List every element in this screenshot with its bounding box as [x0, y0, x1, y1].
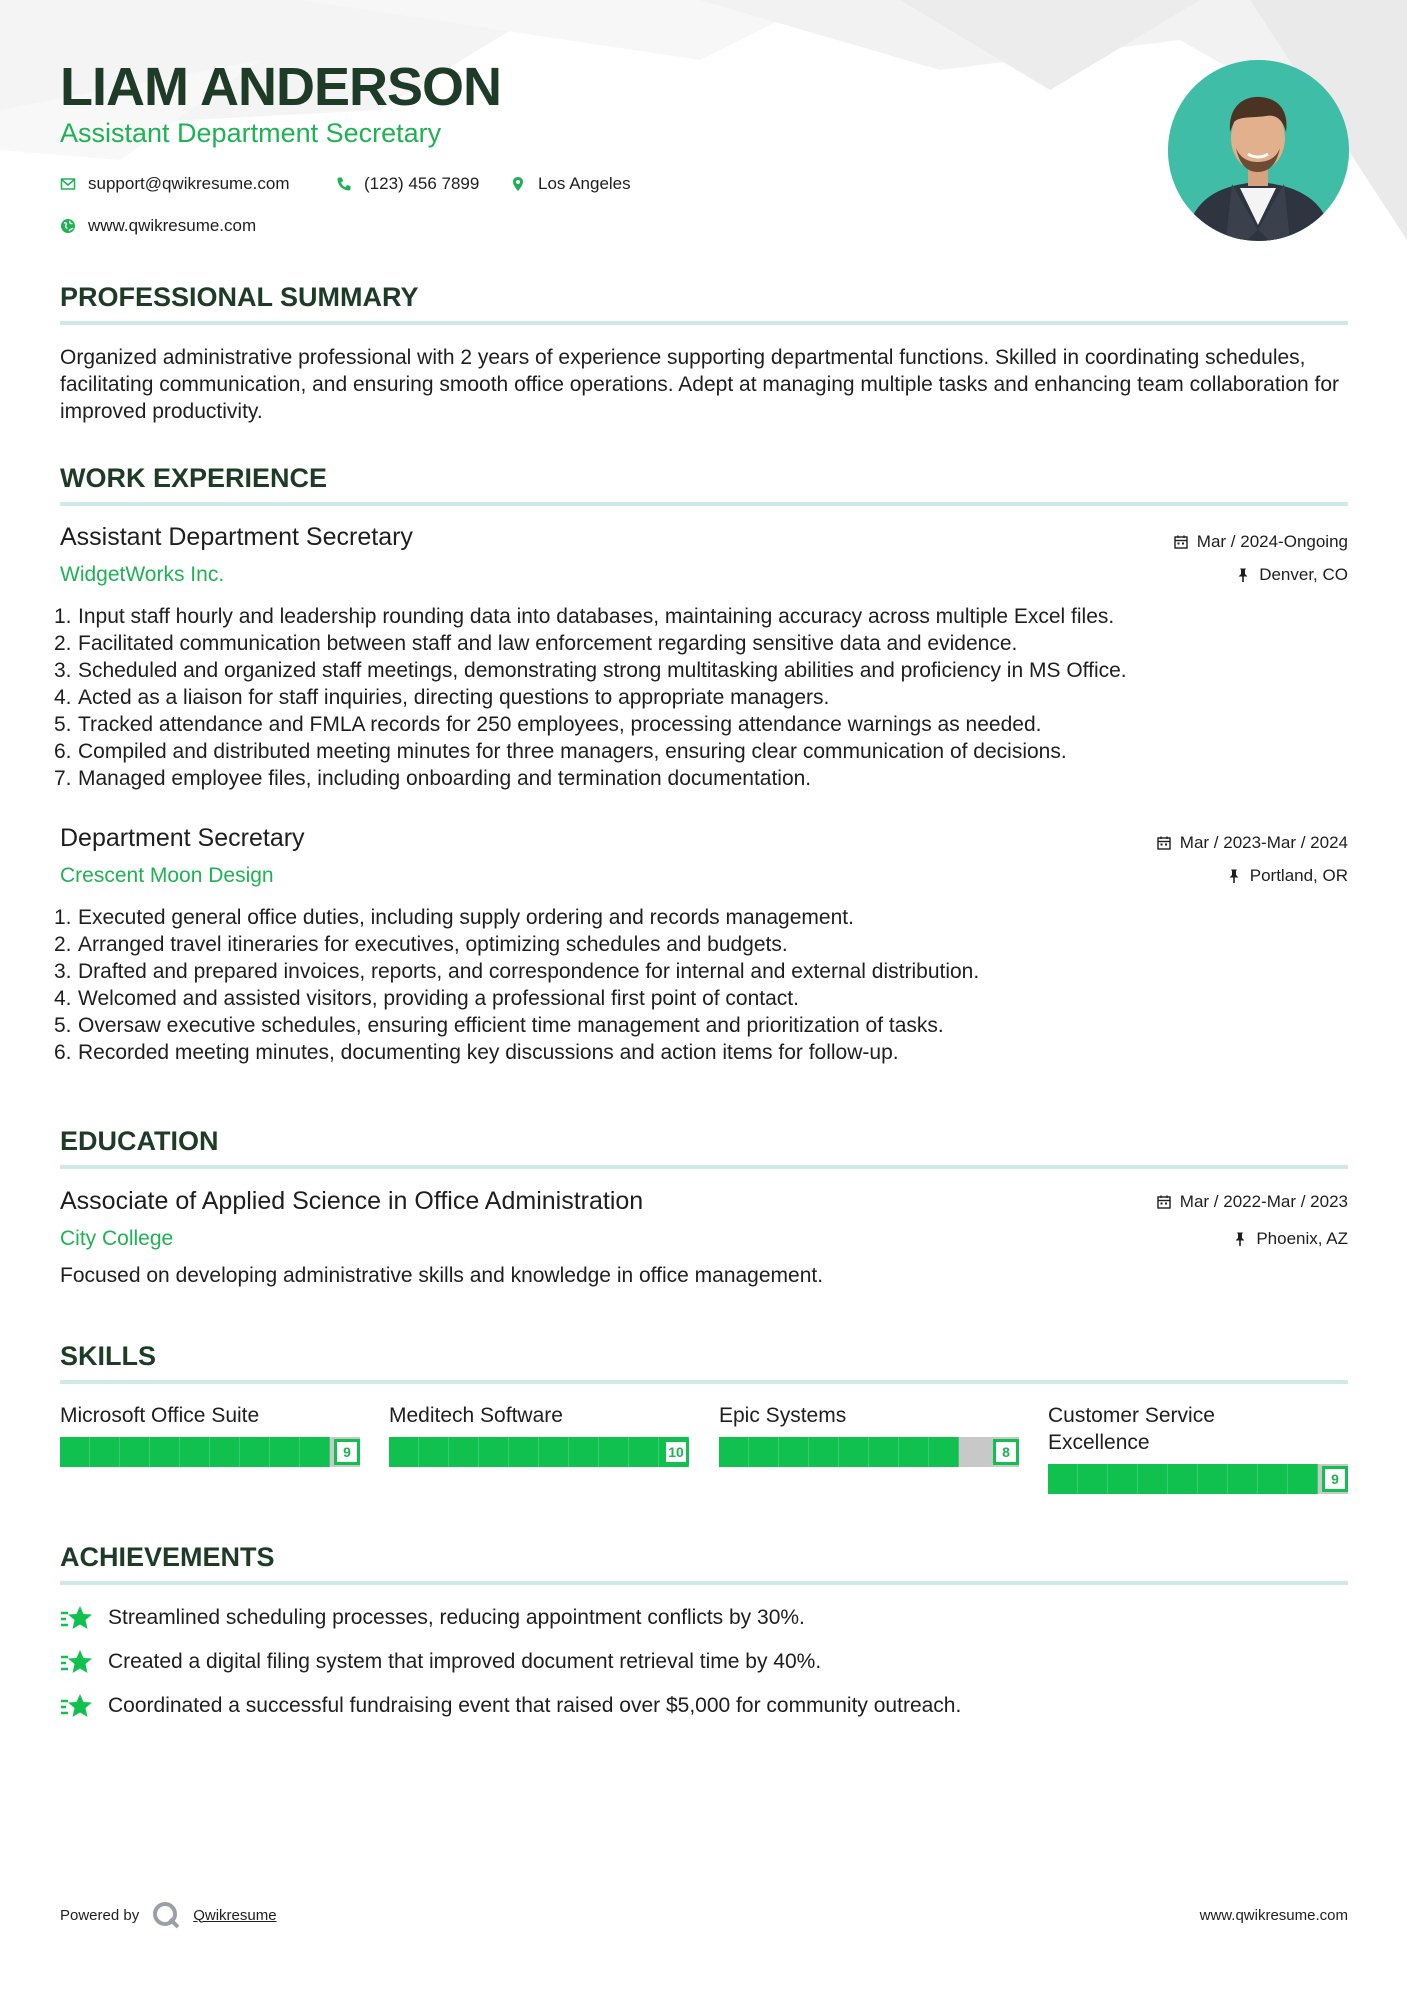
skill-bar-fill — [60, 1437, 330, 1467]
skill-level-bar — [719, 1437, 1019, 1467]
list-item: 1. Input staff hourly and leadership rounding data into databases, maintaining accuracy across multiple Excel files. — [54, 605, 1115, 628]
job-bullet-list — [54, 904, 1348, 1066]
achievement-text: Streamlined scheduling processes, reducing appointment conflicts by 30%. — [108, 1606, 805, 1629]
degree-title: Associate of Applied Science in Office Administration — [60, 1187, 644, 1215]
map-pin-icon — [510, 176, 526, 192]
section-title-summary: PROFESSIONAL SUMMARY — [60, 282, 419, 312]
skill-level-bar — [389, 1437, 689, 1467]
skill-level-bar — [1048, 1464, 1348, 1494]
list-item: 3. Drafted and prepared invoices, reports, and correspondence for internal and external distribution. — [54, 960, 980, 983]
location-text: Los Angeles — [538, 174, 631, 193]
calendar-icon — [1156, 1194, 1172, 1210]
achievement-text: Coordinated a successful fundraising event that raised over $5,000 for community outreach. — [108, 1694, 962, 1717]
phone-text: (123) 456 7899 — [364, 174, 480, 193]
contact-email — [60, 174, 290, 194]
job-dates — [1156, 833, 1348, 853]
list-item: 4. Acted as a liaison for staff inquiries, directing questions to appropriate managers. — [54, 686, 830, 709]
education-dates — [1156, 1192, 1348, 1212]
skill-name: Meditech Software — [389, 1404, 563, 1427]
skill-level-badge: 9 — [1322, 1466, 1348, 1492]
list-item: 6. Recorded meeting minutes, documenting key discussions and action items for follow-up. — [54, 1041, 899, 1064]
skill-name: Epic Systems — [719, 1404, 847, 1427]
company-name: Crescent Moon Design — [60, 864, 274, 887]
job-dates — [1173, 532, 1348, 552]
phone-icon — [336, 176, 352, 192]
job-title: Assistant Department Secretary — [60, 523, 413, 551]
star-achievement-icon — [60, 1604, 92, 1632]
job-bullet-list — [54, 603, 1348, 792]
job-title: Department Secretary — [60, 824, 305, 852]
achievement-item — [60, 1604, 805, 1632]
qwikresume-logo-icon — [151, 1900, 181, 1930]
job-dates-text: Mar / 2023-Mar / 2024 — [1179, 833, 1348, 852]
skill-name: Customer Service Excellence — [1048, 1404, 1215, 1454]
company-name: WidgetWorks Inc. — [60, 563, 225, 586]
skill-bar-fill — [719, 1437, 959, 1467]
skill-name: Microsoft Office Suite — [60, 1404, 260, 1427]
summary-text: Organized administrative professional with 2 years of experience supporting departmental functions. Skilled in coordinating schedules, facilitating communication, and ensuring smooth office operations. Adept at managing multiple tasks and enhancing team collaboration for improved productivity. — [60, 346, 1340, 423]
skill-level-badge: 10 — [663, 1439, 689, 1465]
education-location-text: Phoenix, AZ — [1256, 1229, 1348, 1248]
list-item: 3. Scheduled and organized staff meetings, demonstrating strong multitasking abilities and proficiency in MS Office. — [54, 659, 1127, 682]
skill-item — [60, 1402, 360, 1467]
contact-website — [60, 216, 256, 236]
section-divider — [60, 321, 1348, 325]
candidate-role: Assistant Department Secretary — [60, 118, 442, 148]
skill-bar-fill — [389, 1437, 689, 1467]
section-title-experience: WORK EXPERIENCE — [60, 463, 328, 493]
section-divider — [60, 1165, 1348, 1169]
education-dates-text: Mar / 2022-Mar / 2023 — [1179, 1192, 1348, 1211]
calendar-icon — [1173, 534, 1189, 550]
profile-photo — [1168, 60, 1349, 241]
section-title-education: EDUCATION — [60, 1126, 219, 1156]
contact-location — [510, 174, 631, 194]
section-title-achievements: ACHIEVEMENTS — [60, 1542, 275, 1572]
list-item: 5. Oversaw executive schedules, ensuring efficient time management and prioritization of tasks. — [54, 1014, 944, 1037]
achievement-text: Created a digital filing system that improved document retrieval time by 40%. — [108, 1650, 822, 1673]
job-location-text: Denver, CO — [1259, 565, 1348, 584]
job-dates-text: Mar / 2024-Ongoing — [1196, 532, 1348, 551]
globe-icon — [60, 218, 76, 234]
envelope-icon — [60, 176, 76, 192]
candidate-name: LIAM ANDERSON — [60, 57, 501, 117]
achievement-item — [60, 1692, 961, 1720]
skill-level-badge: 8 — [993, 1439, 1019, 1465]
school-name: City College — [60, 1227, 174, 1250]
job-location — [1226, 866, 1348, 886]
skill-level-bar — [60, 1437, 360, 1467]
list-item: 4. Welcomed and assisted visitors, providing a professional first point of contact. — [54, 987, 799, 1010]
list-item: 5. Tracked attendance and FMLA records for 250 employees, processing attendance warnings as needed. — [54, 713, 1042, 736]
email-text: support@qwikresume.com — [88, 174, 290, 193]
education-description: Focused on developing administrative skills and knowledge in office management. — [60, 1264, 824, 1287]
star-achievement-icon — [60, 1648, 92, 1676]
pushpin-icon — [1235, 567, 1251, 583]
list-item: 1. Executed general office duties, including supply ordering and records management. — [54, 906, 854, 929]
section-title-skills: SKILLS — [60, 1341, 157, 1371]
star-achievement-icon — [60, 1692, 92, 1720]
pushpin-icon — [1232, 1231, 1248, 1247]
section-divider — [60, 1581, 1348, 1585]
footer-powered-by — [60, 1900, 277, 1930]
job-location — [1235, 565, 1348, 585]
section-divider — [60, 502, 1348, 506]
skill-item — [389, 1402, 689, 1467]
website-text: www.qwikresume.com — [88, 216, 257, 235]
achievement-item — [60, 1648, 821, 1676]
contact-phone — [336, 174, 479, 194]
skill-item — [719, 1402, 1019, 1467]
skill-level-badge: 9 — [334, 1439, 360, 1465]
skill-bar-fill — [1048, 1464, 1318, 1494]
powered-by-label: Powered by — [60, 1906, 140, 1924]
list-item: 2. Arranged travel itineraries for executives, optimizing schedules and budgets. — [54, 933, 788, 956]
list-item: 2. Facilitated communication between staff and law enforcement regarding sensitive data and evidence. — [54, 632, 1018, 655]
footer-website[interactable]: www.qwikresume.com — [1199, 1907, 1348, 1924]
education-location — [1232, 1229, 1348, 1249]
pushpin-icon — [1226, 868, 1242, 884]
person-portrait-icon — [1168, 60, 1349, 241]
calendar-icon — [1156, 835, 1172, 851]
qwikresume-link[interactable]: Qwikresume — [193, 1906, 277, 1924]
list-item: 6. Compiled and distributed meeting minutes for three managers, ensuring clear communication of decisions. — [54, 740, 1067, 763]
skill-item — [1048, 1402, 1348, 1494]
list-item: 7. Managed employee files, including onboarding and termination documentation. — [54, 767, 812, 790]
job-location-text: Portland, OR — [1249, 866, 1348, 885]
section-divider — [60, 1380, 1348, 1384]
